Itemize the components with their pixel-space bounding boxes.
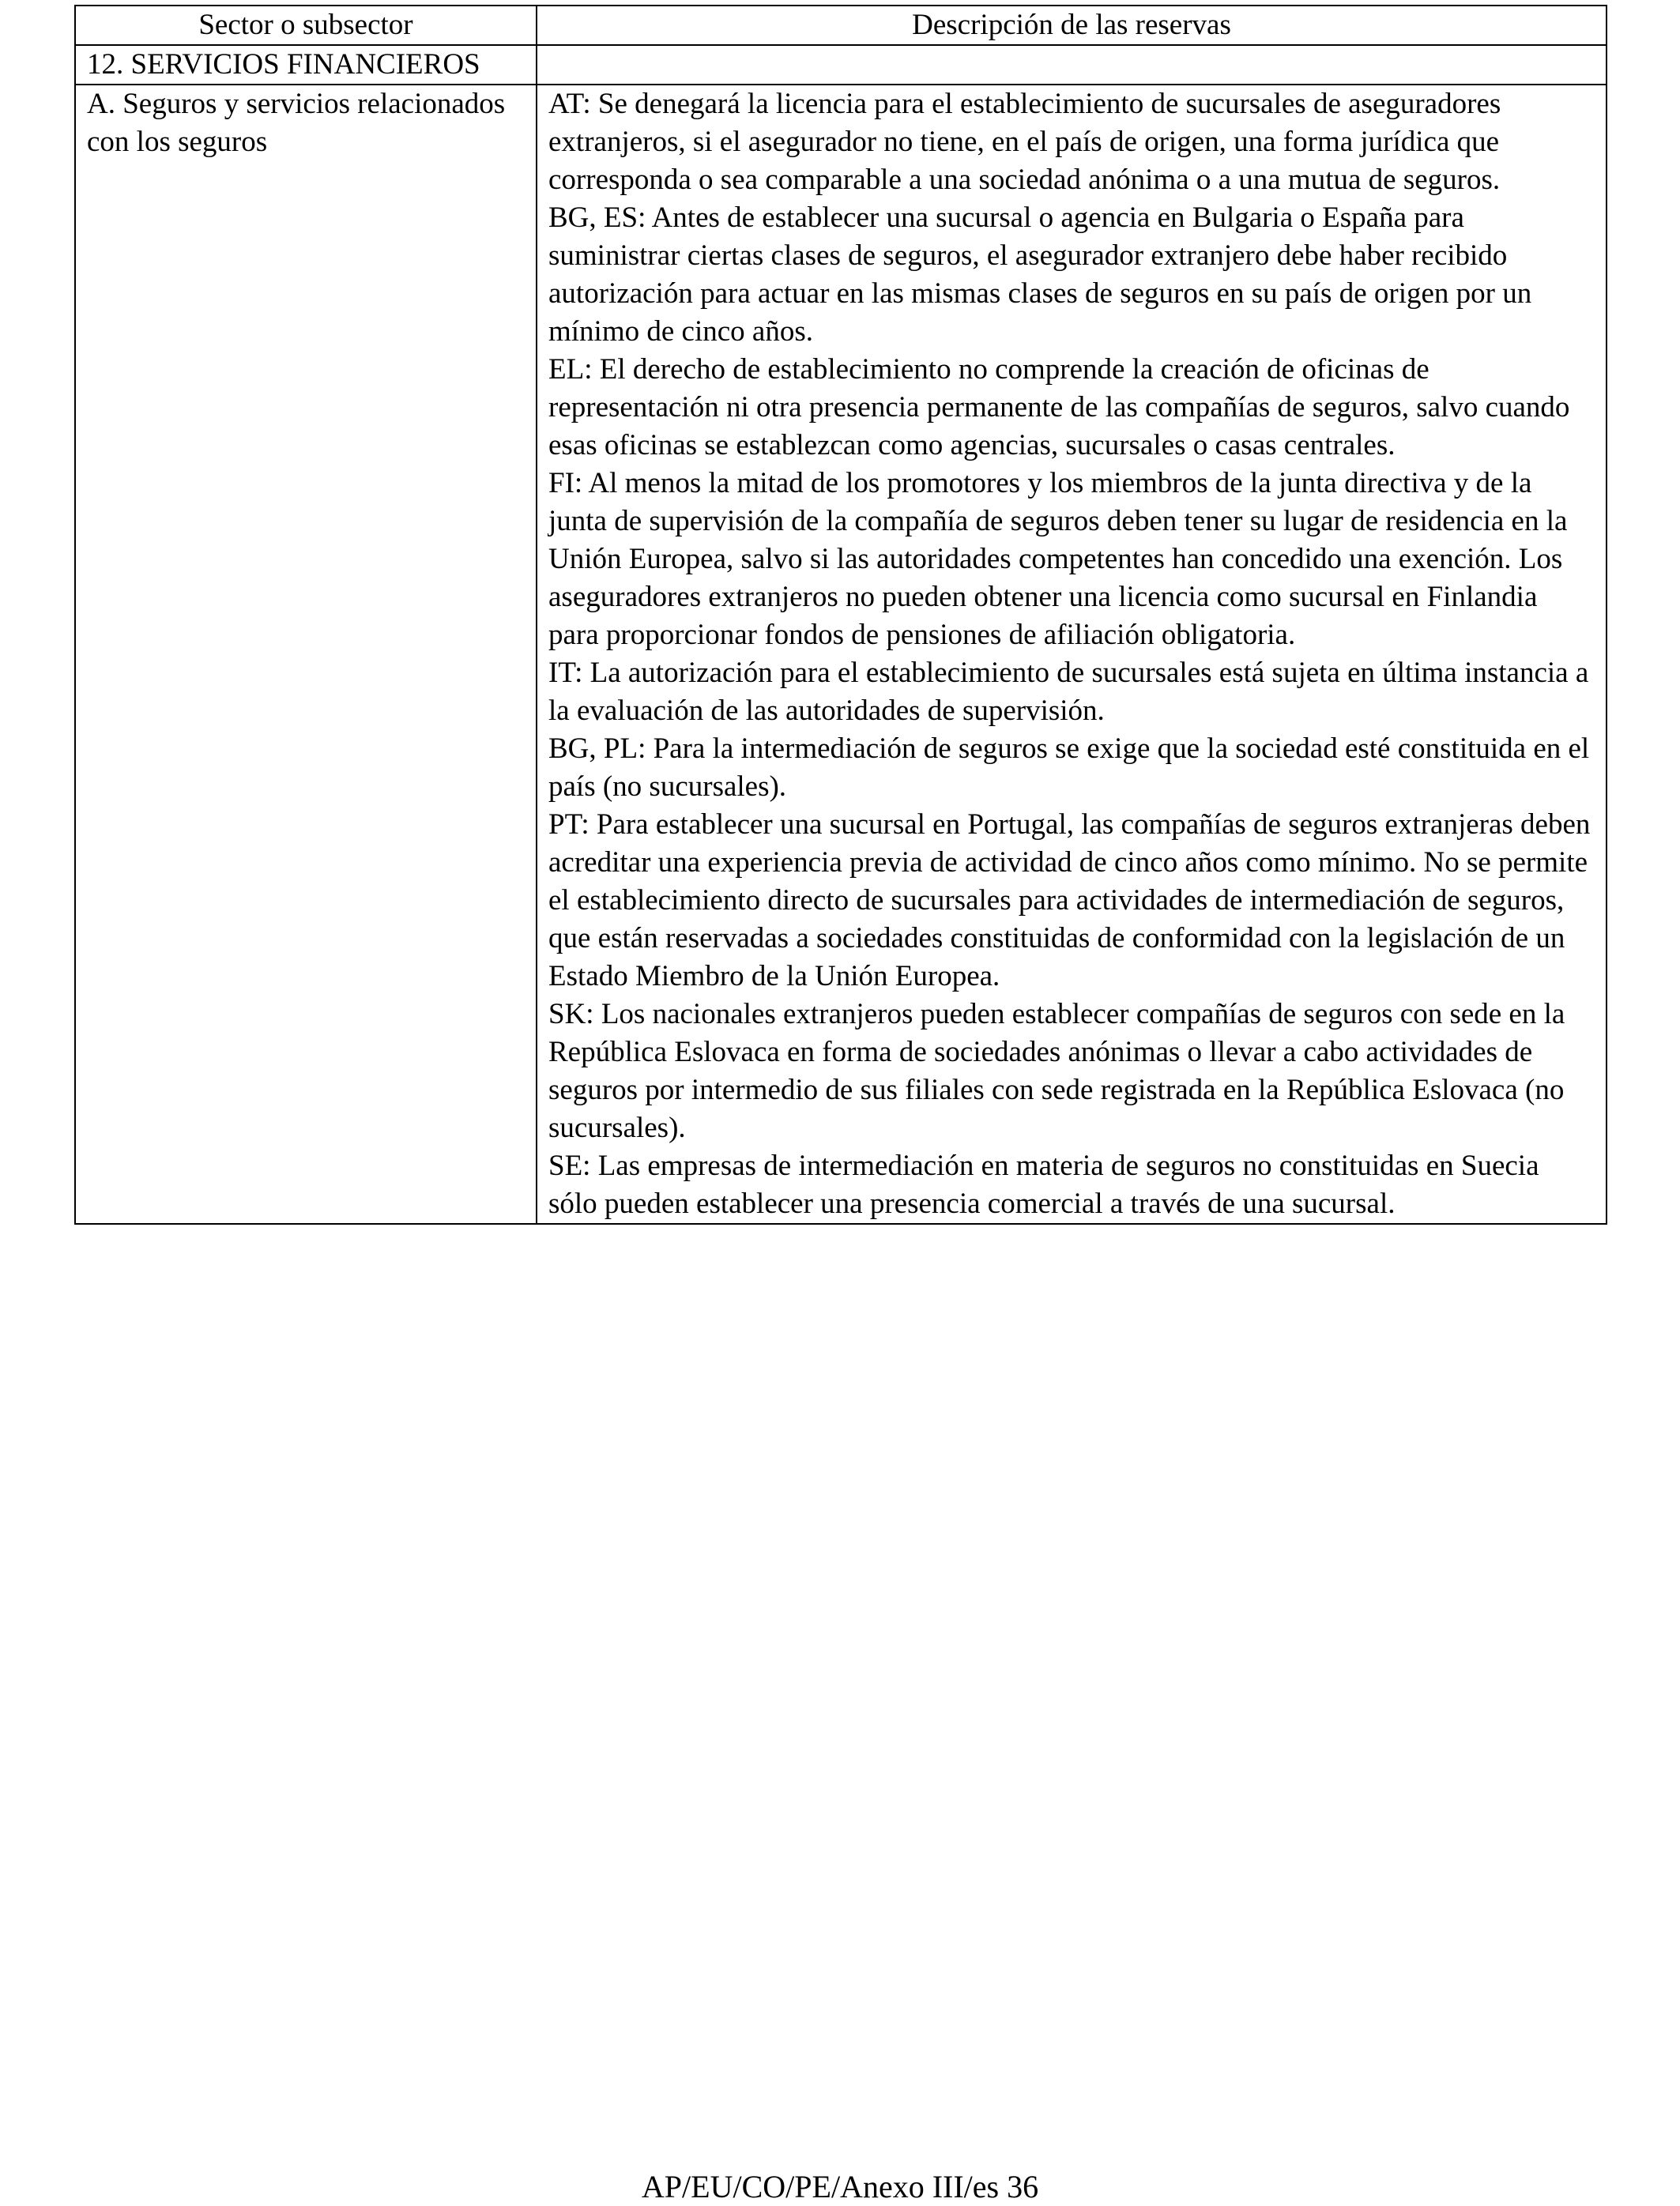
section-title: 12. SERVICIOS FINANCIEROS: [75, 45, 537, 85]
reservation-bg-pl: BG, PL: Para la intermediación de seguros se exige que la sociedad esté constituida en el país (no sucursales).: [548, 732, 1590, 803]
page-footer-reference: AP/EU/CO/PE/Anexo III/es 36: [641, 2169, 1039, 2204]
subsector-title: A. Seguros y servicios relacionados con los seguros: [75, 85, 537, 1224]
table-row-section: [75, 45, 1607, 85]
header-description: Descripción de las reservas: [537, 6, 1607, 45]
reservation-bg-es: BG, ES: Antes de establecer una sucursal o agencia en Bulgaria o España para suministrar ciertas clases de seguros, el asegurador extranjero debe haber recibido autorización para actuar en las mismas clases de seguros en su país de origen por un mínimo de cinco años.: [548, 201, 1532, 348]
reservation-it: IT: La autorización para el establecimiento de sucursales está sujeta en última instancia a la evaluación de las autoridades de supervisión.: [548, 657, 1589, 727]
section-description-empty: [537, 45, 1607, 85]
table-row-subsector: [75, 85, 1607, 1224]
table-header-row: [75, 6, 1607, 45]
reservations-table: [74, 5, 1607, 1225]
reservation-sk: SK: Los nacionales extranjeros pueden establecer compañías de seguros con sede en la República Eslovaca en forma de sociedades anónimas o llevar a cabo actividades de seguros por intermedio de sus filiales con sede registrada en la República Eslovaca (no sucursales).: [548, 998, 1565, 1144]
header-sector: Sector o subsector: [75, 6, 537, 45]
reservation-el: EL: El derecho de establecimiento no comprende la creación de oficinas de representación ni otra presencia permanente de las compañías de seguros, salvo cuando esas oficinas se establezcan como agencias, sucursales o casas centrales.: [548, 353, 1570, 461]
reservation-se: SE: Las empresas de intermediación en materia de seguros no constituidas en Suecia sólo pueden establecer una presencia comercial a través de una sucursal.: [548, 1150, 1539, 1220]
reservation-pt: PT: Para establecer una sucursal en Portugal, las compañías de seguros extranjeras deben acreditar una experiencia previa de actividad de cinco años como mínimo. No se permite el establecimiento directo de sucursales para actividades de intermediación de seguros, que están reservadas a sociedades constituidas de conformidad con la legislación de un Estado Miembro de la Unión Europea.: [548, 808, 1591, 992]
reservation-fi: FI: Al menos la mitad de los promotores y los miembros de la junta directiva y de la junta de supervisión de la compañía de seguros deben tener su lugar de residencia en la Unión Europea, salvo si las autoridades competentes han concedido una exención. Los aseguradores extranjeros no pueden obtener una licencia como sucursal en Finlandia para proporcionar fondos de pensiones de afiliación obligatoria.: [548, 467, 1568, 651]
reservations-cell: [537, 85, 1607, 1224]
reservations-table-container: [74, 5, 1606, 1225]
reservation-at: AT: Se denegará la licencia para el establecimiento de sucursales de aseguradores extranjeros, si el asegurador no tiene, en el país de origen, una forma jurídica que corresponda o sea comparable a una sociedad anónima o a una mutua de seguros.: [548, 88, 1501, 196]
